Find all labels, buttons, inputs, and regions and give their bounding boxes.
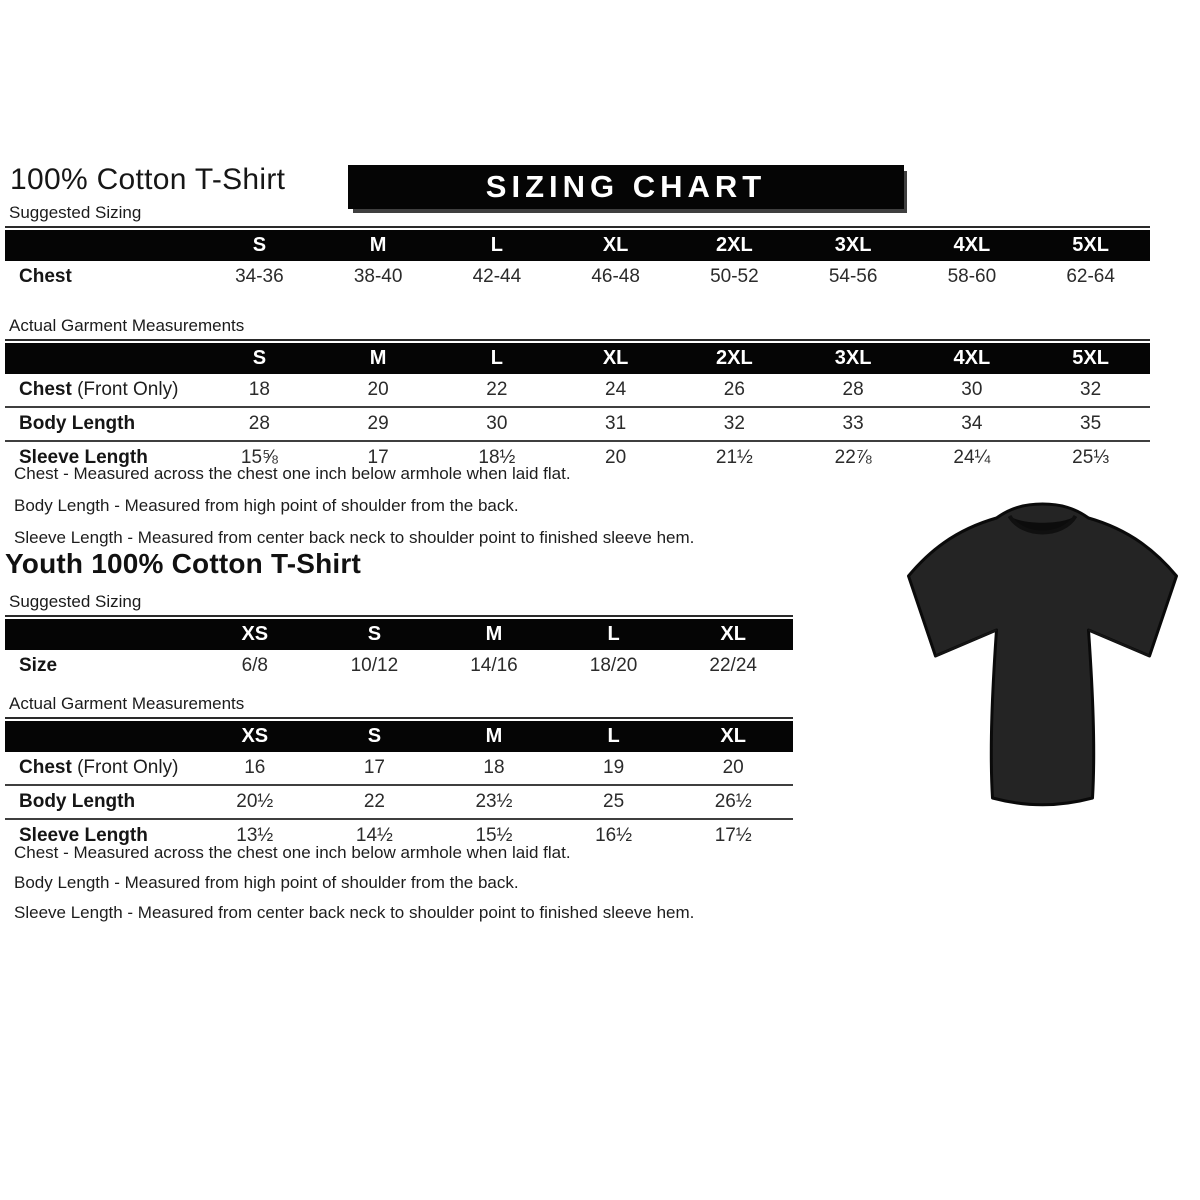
size-cell: 16½ [595, 825, 633, 846]
table-row [5, 752, 793, 785]
row-label: Chest (Front Only) [19, 379, 179, 400]
column-header-3xl: 3XL [794, 343, 913, 374]
black-tshirt-image [890, 478, 1195, 808]
size-cell: 28 [842, 379, 864, 400]
column-header-5xl: 5XL [1031, 230, 1150, 261]
corner-cell [5, 230, 200, 261]
table-row [5, 650, 793, 682]
table-row [5, 261, 1150, 293]
size-cell: 20½ [236, 791, 274, 812]
tshirt-photo [890, 478, 1195, 808]
size-cell: 34 [961, 413, 983, 434]
note-body-length: Body Length - Measured from high point of shoulder from the back. [14, 496, 519, 515]
size-cell: 15⅝ [240, 447, 278, 468]
column-header-s: S [200, 343, 319, 374]
sizing-chart-banner-label: SIZING CHART [485, 169, 767, 204]
size-cell: 30 [961, 379, 983, 400]
size-cell: 46-48 [591, 266, 640, 287]
column-header-s: S [315, 619, 435, 650]
size-cell: 22⅞ [834, 447, 872, 468]
column-header-3xl: 3XL [794, 230, 913, 261]
size-cell: 25 [603, 791, 625, 812]
size-cell: 32 [723, 413, 745, 434]
size-cell: 18½ [478, 447, 516, 468]
size-cell: 10/12 [350, 655, 399, 676]
note-body-length: Body Length - Measured from high point of shoulder from the back. [14, 873, 519, 892]
adult-measurements-label: Actual Garment Measurements [5, 316, 1150, 341]
size-cell: 20 [722, 757, 744, 778]
youth-suggested-sizing-section [5, 592, 793, 682]
column-header-l: L [554, 619, 674, 650]
column-header-m: M [434, 721, 554, 752]
row-label: Sleeve Length [19, 825, 148, 846]
column-header-m: M [319, 230, 438, 261]
tshirt-body-shape [909, 504, 1177, 805]
note-chest: Chest - Measured across the chest one inch below armhole when laid flat. [14, 843, 571, 862]
size-cell: 6/8 [241, 655, 268, 676]
size-cell: 24¼ [953, 447, 991, 468]
column-header-m: M [434, 619, 554, 650]
column-header-xl: XL [556, 343, 675, 374]
size-cell: 33 [842, 413, 864, 434]
size-cell: 31 [605, 413, 627, 434]
size-cell: 15½ [475, 825, 513, 846]
size-cell: 20 [605, 447, 627, 468]
size-cell: 18/20 [589, 655, 638, 676]
size-cell: 25⅓ [1072, 447, 1110, 468]
adult-measurement-notes [14, 458, 694, 554]
table-row [5, 374, 1150, 407]
size-cell: 54-56 [828, 266, 878, 287]
adult-suggested-sizing-label: Suggested Sizing [5, 203, 1150, 228]
youth-measurement-notes [14, 838, 694, 928]
adult-measurements-section [5, 316, 1150, 474]
size-cell: 14/16 [470, 655, 518, 676]
size-cell: 13½ [236, 825, 274, 846]
column-header-xs: XS [195, 721, 315, 752]
row-label: Body Length [19, 791, 136, 812]
column-header-l: L [438, 230, 557, 261]
size-cell: 19 [603, 757, 625, 778]
column-header-m: M [319, 343, 438, 374]
youth-suggested-sizing-table [5, 619, 793, 682]
size-cell: 26 [723, 379, 745, 400]
size-cell: 26½ [714, 791, 752, 812]
size-cell: 14½ [355, 825, 393, 846]
column-header-5xl: 5XL [1031, 343, 1150, 374]
column-header-xl: XL [673, 619, 793, 650]
column-header-4xl: 4XL [913, 230, 1032, 261]
row-label: Chest (Front Only) [19, 757, 179, 778]
table-row [5, 785, 793, 819]
youth-measurements-label: Actual Garment Measurements [5, 694, 793, 719]
page-title: 100% Cotton T-Shirt [10, 163, 286, 196]
size-cell: 17 [367, 447, 389, 468]
row-label: Size [19, 655, 58, 676]
size-cell: 22/24 [709, 655, 757, 676]
row-label: Body Length [19, 413, 136, 434]
size-cell: 62-64 [1066, 266, 1115, 287]
size-cell: 50-52 [710, 266, 759, 287]
column-header-l: L [554, 721, 674, 752]
size-cell: 21½ [715, 447, 753, 468]
size-cell: 22 [363, 791, 385, 812]
youth-measurements-section [5, 694, 793, 852]
size-cell: 29 [367, 413, 389, 434]
size-cell: 20 [367, 379, 389, 400]
row-label: Chest [19, 266, 72, 287]
column-header-4xl: 4XL [913, 343, 1032, 374]
size-cell: 58-60 [947, 266, 997, 287]
adult-suggested-sizing-table [5, 230, 1150, 293]
size-cell: 28 [248, 413, 270, 434]
column-header-s: S [200, 230, 319, 261]
column-header-xs: XS [195, 619, 315, 650]
size-cell: 35 [1080, 413, 1102, 434]
corner-cell [5, 619, 195, 650]
size-cell: 24 [605, 379, 627, 400]
size-cell: 17 [363, 757, 385, 778]
column-header-l: L [438, 343, 557, 374]
size-cell: 38-40 [353, 266, 403, 287]
note-sleeve-length: Sleeve Length - Measured from center back neck to shoulder point to finished sleeve hem. [14, 528, 695, 547]
adult-suggested-sizing-section [5, 203, 1150, 293]
column-header-xl: XL [673, 721, 793, 752]
youth-measurements-table [5, 721, 793, 852]
adult-measurements-table [5, 343, 1150, 474]
youth-section-title: Youth 100% Cotton T-Shirt [5, 548, 362, 579]
column-header-2xl: 2XL [675, 230, 794, 261]
column-header-xl: XL [556, 230, 675, 261]
corner-cell [5, 721, 195, 752]
size-cell: 30 [486, 413, 508, 434]
youth-suggested-sizing-label: Suggested Sizing [5, 592, 793, 617]
note-chest: Chest - Measured across the chest one inch below armhole when laid flat. [14, 464, 571, 483]
column-header-2xl: 2XL [675, 343, 794, 374]
row-label: Sleeve Length [19, 447, 148, 468]
size-cell: 17½ [714, 825, 752, 846]
size-cell: 34-36 [235, 266, 284, 287]
size-cell: 18 [483, 757, 505, 778]
size-cell: 32 [1080, 379, 1102, 400]
column-header-s: S [315, 721, 435, 752]
size-cell: 18 [248, 379, 270, 400]
table-row [5, 407, 1150, 441]
corner-cell [5, 343, 200, 374]
size-cell: 42-44 [472, 266, 522, 287]
size-cell: 16 [244, 757, 266, 778]
note-sleeve-length: Sleeve Length - Measured from center back neck to shoulder point to finished sleeve hem. [14, 903, 695, 922]
size-cell: 23½ [475, 791, 513, 812]
size-cell: 22 [486, 379, 508, 400]
